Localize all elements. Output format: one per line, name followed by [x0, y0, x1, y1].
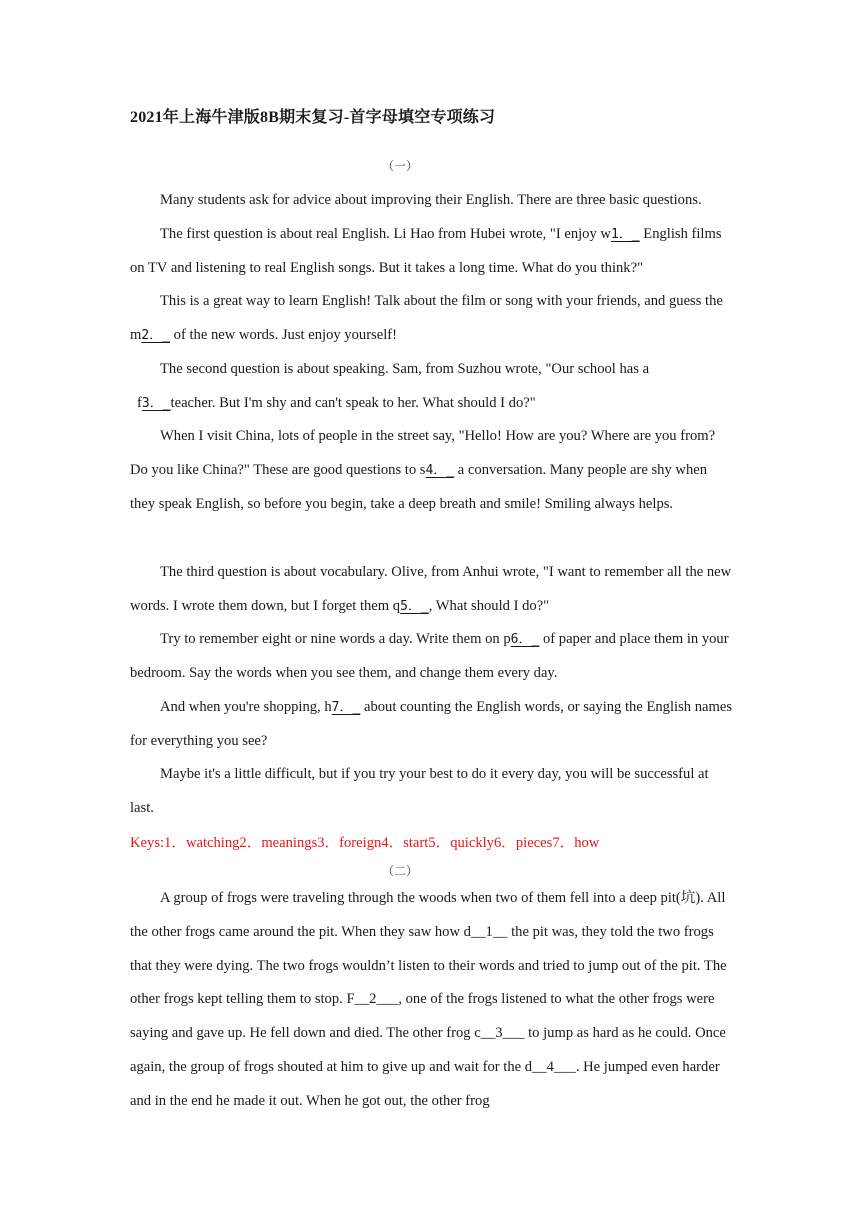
paragraph [130, 758, 735, 826]
paragraph-text: teacher. But I'm shy and can't speak to her. What should I do?" [170, 395, 536, 411]
section-2-mark: （二） [381, 864, 418, 878]
paragraph [130, 691, 735, 759]
paragraph-text: The first question is about real English. Li Hao from Hubei wrote, "I enjoy w [160, 226, 611, 242]
paragraph [130, 556, 735, 624]
paragraph-text: f [137, 395, 142, 411]
paragraph-text: of paper and place them in your bedroom. Say the words when you see them, and change them every day. [130, 631, 729, 681]
answer-blank: 4．_ [425, 462, 455, 478]
paragraph-text: When I visit China, lots of people in the street say, "Hello! How are you? Where are you from? Do you like China?" These are good questions to s [130, 428, 716, 478]
paragraph-text: English films on TV and listening to real English songs. But it takes a long time. What do you think?" [130, 226, 722, 276]
paragraph [130, 420, 735, 521]
paragraph [130, 218, 735, 286]
answer-blank: 3．_ [141, 396, 171, 411]
paragraph-text: of the new words. Just enjoy yourself! [170, 326, 397, 343]
answer-blank: 2．_ [141, 327, 171, 343]
paragraph [130, 184, 735, 218]
paragraph-text: The third question is about vocabulary. Olive, from Anhui wrote, "I want to remember all the new words. I wrote them down, but I forget them q [130, 564, 732, 614]
paragraph [130, 882, 735, 1119]
answer-blank: 1．_ [610, 227, 640, 242]
answer-blank: 6．_ [510, 632, 540, 647]
section-1-mark: （一） [381, 159, 418, 173]
paragraph-text: The second question is about speaking. Sam, from Suzhou wrote, "Our school has a [160, 361, 650, 377]
answer-blank: 7．_ [331, 700, 361, 715]
paragraph-text: a conversation. Many people are shy when they speak English, so before you begin, take a deep breath and smile! Smiling always helps. [130, 461, 708, 512]
paragraph-text: A group of frogs were traveling through the woods when two of them fell into a deep pit(坑). All the other frogs came around the pit. When they saw how d__1__ the pit was, they told the two frogs that they were dying. The two frogs wouldn’t listen to their words and tried to jump out of the pit. The other frogs kept telling them to stop. F__2___, one of the frogs listened to what the other frogs were saying and gave up. He fell down and died. The other frog c__3___ to jump as hard as he could. Once again, the group of frogs shouted at him to give up and wait for the d__4___. He jumped even harder and in the end he made it out. When he got out, the other frog [130, 890, 727, 1109]
paragraph-text: Many students ask for advice about improving their English. There are three basic questions. [160, 192, 702, 208]
answer-keys: Keys:1．watching2．meanings3．foreign4．start5．quickly6．pieces7．how [130, 835, 600, 851]
paragraph-text: about counting the English words, or saying the English names for everything you see? [130, 699, 732, 749]
paragraph [130, 353, 735, 387]
paragraph-text: Maybe it's a little difficult, but if you try your best to do it every day, you will be successful at last. [130, 766, 709, 816]
paragraph [130, 285, 735, 353]
paragraph-text: , What should I do?" [428, 597, 550, 614]
document-title: 2021年上海牛津版8B期末复习-首字母填空专项练习 [130, 109, 496, 126]
paragraph-text: And when you're shopping, h [160, 699, 332, 715]
paragraph-text: Try to remember eight or nine words a day. Write them on p [160, 631, 511, 647]
paragraph [130, 623, 735, 691]
answer-blank: 5．_ [400, 598, 429, 614]
paragraph [137, 387, 742, 421]
paragraph-text: This is a great way to learn English! Talk about the film or song with your friends, and guess the m [130, 293, 723, 343]
